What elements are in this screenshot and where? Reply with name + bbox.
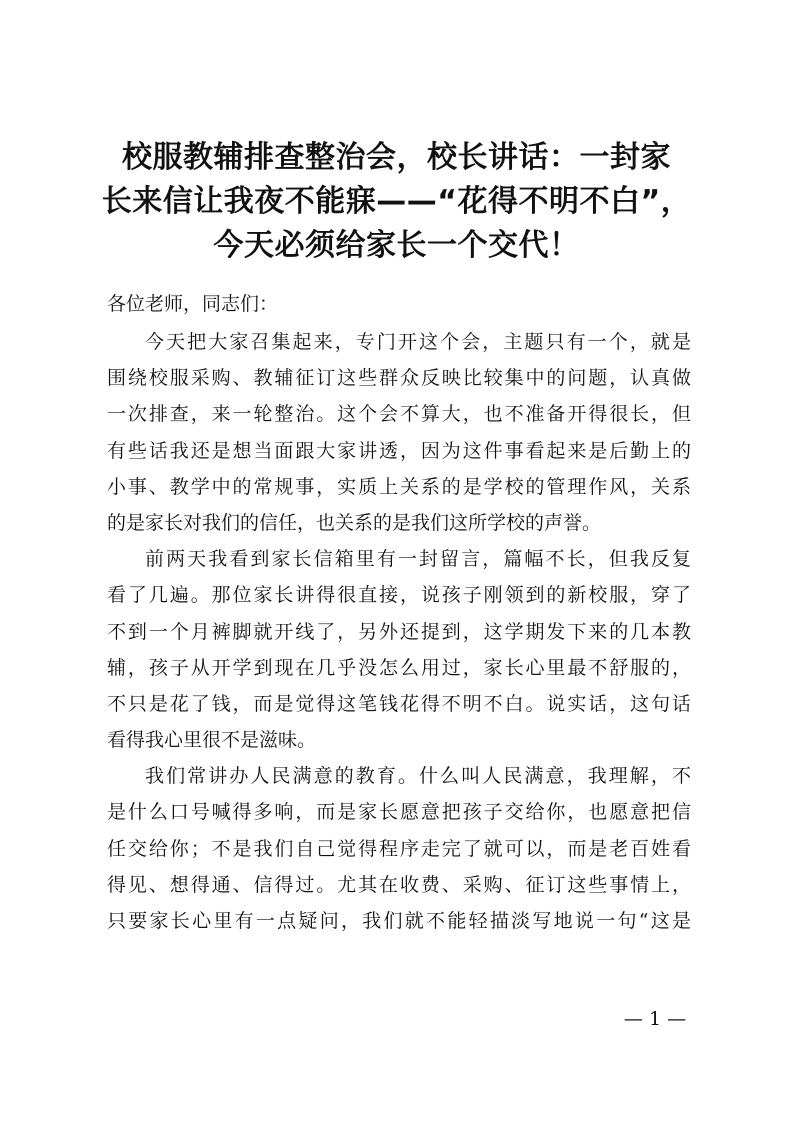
document-title bbox=[100, 136, 693, 268]
salutation: 各位老师，同志们： bbox=[107, 293, 279, 315]
title-line: 今天必须给家长一个交代！ bbox=[213, 228, 580, 263]
document-body bbox=[107, 324, 691, 939]
paragraph-line: 任交给你；不是我们自己觉得程序走完了就可以，而是老百姓看 bbox=[107, 837, 691, 860]
paragraph-line: 今天把大家召集起来，专门开这个会，主题只有一个，就是 bbox=[145, 331, 691, 353]
title-line: 长来信让我夜不能寐——“花得不明不白”， bbox=[101, 184, 692, 219]
paragraph-line: 只要家长心里有一点疑问，我们就不能轻描淡写地说一句“这是 bbox=[107, 910, 691, 932]
title-line: 校服教辅排查整治会，校长讲话：一封家 bbox=[122, 140, 671, 175]
paragraph bbox=[107, 758, 691, 939]
page-number: — 1 — bbox=[623, 1008, 687, 1030]
paragraph bbox=[107, 541, 691, 758]
paragraph-line: 辅，孩子从开学到现在几乎没怎么用过，家长心里最不舒服的， bbox=[107, 656, 691, 679]
paragraph-line: 一次排查，来一轮整治。这个会不算大，也不准备开得很长，但 bbox=[107, 403, 691, 426]
paragraph-line: 看得我心里很不是滋味。 bbox=[107, 729, 317, 752]
paragraph-line: 是什么口号喊得多响，而是家长愿意把孩子交给你，也愿意把信 bbox=[107, 801, 691, 824]
paragraph-line: 看了几遍。那位家长讲得很直接，说孩子刚领到的新校服，穿了 bbox=[107, 584, 691, 607]
paragraph-line: 不只是花了钱，而是觉得这笔钱花得不明不白。说实话，这句话 bbox=[107, 692, 691, 715]
paragraph-line: 不到一个月裤脚就开线了，另外还提到，这学期发下来的几本教 bbox=[107, 620, 691, 643]
paragraph-line: 的是家长对我们的信任，也关系的是我们这所学校的声誉。 bbox=[107, 511, 602, 534]
paragraph-line: 前两天我看到家长信箱里有一封留言，篇幅不长，但我反复 bbox=[145, 548, 691, 571]
paragraph-line: 围绕校服采购、教辅征订这些群众反映比较集中的问题，认真做 bbox=[107, 367, 691, 390]
paragraph-line: 小事、教学中的常规事，实质上关系的是学校的管理作风，关系 bbox=[107, 475, 691, 498]
paragraph bbox=[107, 324, 691, 541]
paragraph-line: 得见、想得通、信得过。尤其在收费、采购、征订这些事情上， bbox=[107, 873, 691, 896]
paragraph-line: 有些话我还是想当面跟大家讲透，因为这件事看起来是后勤上的 bbox=[107, 439, 691, 462]
paragraph-line: 我们常讲办人民满意的教育。什么叫人民满意，我理解，不 bbox=[145, 765, 691, 788]
